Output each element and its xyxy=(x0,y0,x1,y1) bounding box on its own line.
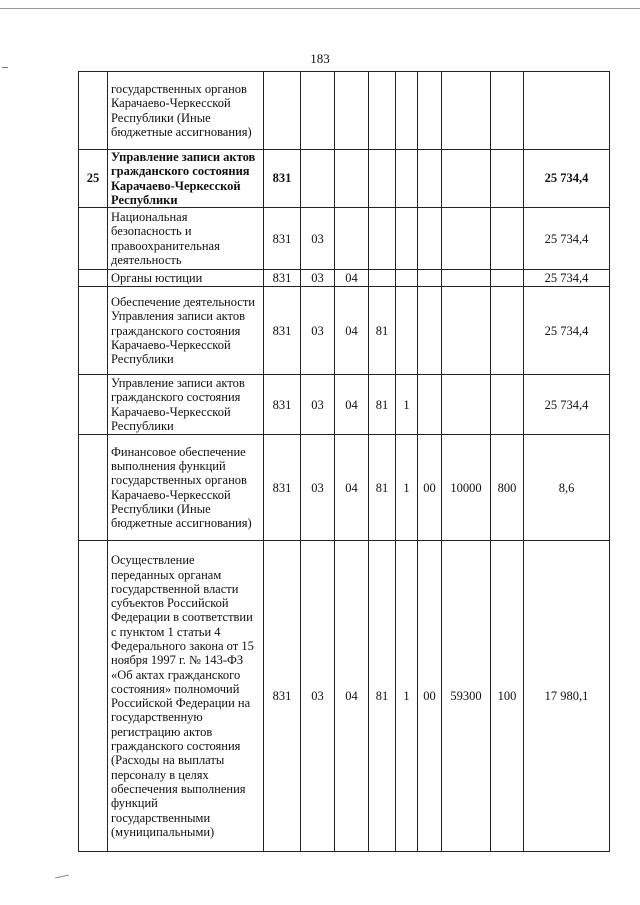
code-cell-c8: 800 xyxy=(491,435,524,541)
code-cell-c3: 04 xyxy=(335,287,369,375)
code-cell-c2: 03 xyxy=(301,375,335,435)
row-name-cell: Управление записи актов гражданского состояния Карачаево-Черкесской Республики xyxy=(108,150,264,208)
code-cell-c7 xyxy=(442,287,491,375)
code-cell-c3 xyxy=(335,72,369,150)
code-cell-c5: 1 xyxy=(396,541,418,852)
amount-cell: 25 734,4 xyxy=(524,287,610,375)
code-cell-c4 xyxy=(369,72,396,150)
code-cell-c5: 1 xyxy=(396,435,418,541)
row-name-cell: Национальная безопасность и правоохранительная деятельность xyxy=(108,208,264,270)
code-cell-c2: 03 xyxy=(301,435,335,541)
code-cell-c4: 81 xyxy=(369,375,396,435)
code-cell-c6 xyxy=(418,72,442,150)
code-cell-c3: 04 xyxy=(335,270,369,287)
code-cell-c2 xyxy=(301,72,335,150)
amount-cell: 25 734,4 xyxy=(524,375,610,435)
code-cell-c5 xyxy=(396,270,418,287)
row-name-cell: государственных органов Карачаево-Черкесской Республики (Иные бюджетные ассигнования) xyxy=(108,72,264,150)
table-row xyxy=(79,72,610,150)
code-cell-c1 xyxy=(264,72,301,150)
code-cell-c5: 1 xyxy=(396,375,418,435)
code-cell-c2: 03 xyxy=(301,541,335,852)
code-cell-c8 xyxy=(491,208,524,270)
code-cell-c1: 831 xyxy=(264,435,301,541)
code-cell-c2 xyxy=(301,150,335,208)
amount-cell: 17 980,1 xyxy=(524,541,610,852)
amount-cell: 8,6 xyxy=(524,435,610,541)
code-cell-c1: 831 xyxy=(264,150,301,208)
amount-cell xyxy=(524,72,610,150)
code-cell-c7 xyxy=(442,270,491,287)
code-cell-c4 xyxy=(369,208,396,270)
code-cell-c7: 59300 xyxy=(442,541,491,852)
code-cell-c4: 81 xyxy=(369,541,396,852)
row-number-cell xyxy=(79,375,108,435)
code-cell-c5 xyxy=(396,208,418,270)
code-cell-c2: 03 xyxy=(301,270,335,287)
code-cell-c6 xyxy=(418,287,442,375)
row-number-cell: 25 xyxy=(79,150,108,208)
code-cell-c1: 831 xyxy=(264,270,301,287)
amount-cell: 25 734,4 xyxy=(524,150,610,208)
code-cell-c5 xyxy=(396,287,418,375)
code-cell-c4 xyxy=(369,150,396,208)
table-row xyxy=(79,435,610,541)
code-cell-c5 xyxy=(396,150,418,208)
code-cell-c3: 04 xyxy=(335,435,369,541)
code-cell-c8 xyxy=(491,287,524,375)
row-name-cell: Обеспечение деятельности Управления записи актов гражданского состояния Карачаево-Черкесской Республики xyxy=(108,287,264,375)
code-cell-c7 xyxy=(442,72,491,150)
amount-cell: 25 734,4 xyxy=(524,208,610,270)
code-cell-c6 xyxy=(418,208,442,270)
row-number-cell xyxy=(79,270,108,287)
code-cell-c1: 831 xyxy=(264,375,301,435)
code-cell-c7 xyxy=(442,208,491,270)
code-cell-c2: 03 xyxy=(301,287,335,375)
code-cell-c1: 831 xyxy=(264,287,301,375)
code-cell-c4: 81 xyxy=(369,435,396,541)
table-row xyxy=(79,150,610,208)
code-cell-c7 xyxy=(442,375,491,435)
row-number-cell xyxy=(79,541,108,852)
row-name-cell: Управление записи актов гражданского состояния Карачаево-Черкесской Республики xyxy=(108,375,264,435)
row-number-cell xyxy=(79,208,108,270)
code-cell-c5 xyxy=(396,72,418,150)
code-cell-c8 xyxy=(491,270,524,287)
row-name-cell: Осуществление переданных органам государственной власти субъектов Российской Федерации в соответствии с пунктом 1 статьи 4 Федерального закона от 15 ноября 1997 г. № 143-ФЗ «Об актах гражданского состояния» полномочий Российской Федерации на государственную регистрацию актов гражданского состояния (Расходы на выплаты персоналу в целях обеспечения выполнения функций государственными (муниципальными) xyxy=(108,541,264,852)
table-row xyxy=(79,375,610,435)
amount-cell: 25 734,4 xyxy=(524,270,610,287)
code-cell-c2: 03 xyxy=(301,208,335,270)
scan-mark xyxy=(55,875,69,879)
scan-top-edge xyxy=(0,8,640,9)
table-row xyxy=(79,208,610,270)
table-row xyxy=(79,541,610,852)
row-name-cell: Органы юстиции xyxy=(108,270,264,287)
code-cell-c7 xyxy=(442,150,491,208)
table-row xyxy=(79,287,610,375)
page-number: 183 xyxy=(310,51,330,66)
code-cell-c6: 00 xyxy=(418,541,442,852)
code-cell-c1: 831 xyxy=(264,208,301,270)
row-number-cell xyxy=(79,435,108,541)
code-cell-c3 xyxy=(335,208,369,270)
code-cell-c8 xyxy=(491,375,524,435)
code-cell-c8 xyxy=(491,72,524,150)
code-cell-c3: 04 xyxy=(335,375,369,435)
scan-mark xyxy=(2,67,8,68)
code-cell-c8 xyxy=(491,150,524,208)
code-cell-c6 xyxy=(418,270,442,287)
code-cell-c6: 00 xyxy=(418,435,442,541)
code-cell-c7: 10000 xyxy=(442,435,491,541)
code-cell-c6 xyxy=(418,150,442,208)
row-number-cell xyxy=(79,72,108,150)
table-row xyxy=(79,270,610,287)
code-cell-c4: 81 xyxy=(369,287,396,375)
row-name-cell: Финансовое обеспечение выполнения функций государственных органов Карачаево-Черкесской Республики (Иные бюджетные ассигнования) xyxy=(108,435,264,541)
code-cell-c1: 831 xyxy=(264,541,301,852)
code-cell-c3: 04 xyxy=(335,541,369,852)
code-cell-c3 xyxy=(335,150,369,208)
code-cell-c8: 100 xyxy=(491,541,524,852)
code-cell-c6 xyxy=(418,375,442,435)
budget-table xyxy=(78,71,610,852)
row-number-cell xyxy=(79,287,108,375)
code-cell-c4 xyxy=(369,270,396,287)
